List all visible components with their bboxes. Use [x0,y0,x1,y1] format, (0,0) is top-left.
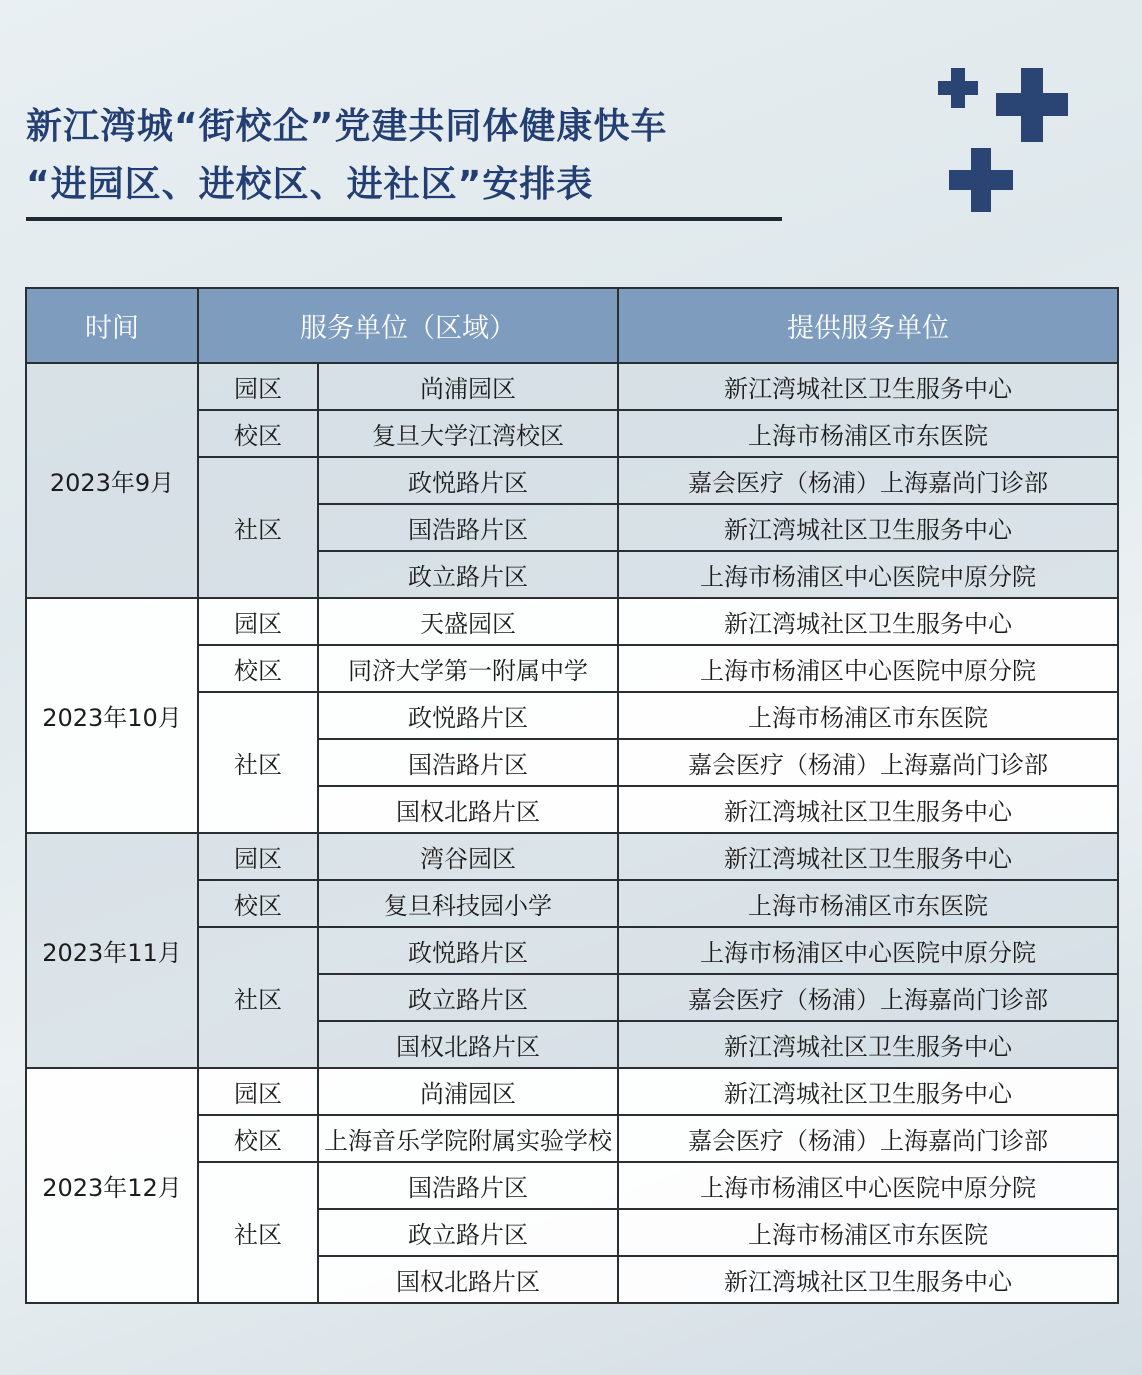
category-cell: 社区 [198,692,318,833]
service-unit-cell: 尚浦园区 [318,363,618,410]
category-cell: 校区 [198,410,318,457]
service-unit-cell: 上海音乐学院附属实验学校 [318,1115,618,1162]
service-unit-cell: 国浩路片区 [318,739,618,786]
provider-cell: 新江湾城社区卫生服务中心 [618,1021,1118,1068]
provider-cell: 新江湾城社区卫生服务中心 [618,504,1118,551]
service-unit-cell: 同济大学第一附属中学 [318,645,618,692]
header-provider: 提供服务单位 [618,288,1118,363]
table-row [26,363,1118,410]
medical-cross-icon [949,148,1013,212]
service-unit-cell: 国权北路片区 [318,1021,618,1068]
month-cell: 2023年12月 [26,1068,198,1303]
header-time: 时间 [26,288,198,363]
provider-cell: 上海市杨浦区市东医院 [618,880,1118,927]
provider-cell: 嘉会医疗（杨浦）上海嘉尚门诊部 [618,457,1118,504]
month-cell: 2023年11月 [26,833,198,1068]
table-header-row [26,288,1118,363]
month-cell: 2023年10月 [26,598,198,833]
page-title [26,98,667,214]
month-block [26,363,1118,598]
service-unit-cell: 尚浦园区 [318,1068,618,1115]
provider-cell: 上海市杨浦区中心医院中原分院 [618,1162,1118,1209]
title-line-1: 新江湾城“街校企”党建共同体健康快车 [26,106,668,147]
service-unit-cell: 政悦路片区 [318,457,618,504]
service-unit-cell: 政立路片区 [318,551,618,598]
category-cell: 园区 [198,598,318,645]
table-row [26,1068,1118,1115]
provider-cell: 新江湾城社区卫生服务中心 [618,786,1118,833]
month-block [26,598,1118,833]
service-unit-cell: 国权北路片区 [318,1256,618,1303]
provider-cell: 上海市杨浦区中心医院中原分院 [618,927,1118,974]
provider-cell: 新江湾城社区卫生服务中心 [618,1068,1118,1115]
month-block [26,833,1118,1068]
provider-cell: 嘉会医疗（杨浦）上海嘉尚门诊部 [618,1115,1118,1162]
provider-cell: 上海市杨浦区中心医院中原分院 [618,551,1118,598]
category-cell: 园区 [198,1068,318,1115]
provider-cell: 新江湾城社区卫生服务中心 [618,833,1118,880]
category-cell: 社区 [198,1162,318,1303]
table-row [26,833,1118,880]
service-unit-cell: 复旦大学江湾校区 [318,410,618,457]
title-line-2: “进园区、进校区、进社区”安排表 [26,164,594,205]
medical-cross-icon [996,68,1068,142]
month-block [26,1068,1118,1303]
month-cell: 2023年9月 [26,363,198,598]
provider-cell: 上海市杨浦区市东医院 [618,410,1118,457]
service-unit-cell: 国浩路片区 [318,1162,618,1209]
provider-cell: 上海市杨浦区市东医院 [618,1209,1118,1256]
category-cell: 园区 [198,833,318,880]
service-unit-cell: 天盛园区 [318,598,618,645]
service-unit-cell: 复旦科技园小学 [318,880,618,927]
title-underline [26,217,782,221]
service-unit-cell: 政立路片区 [318,1209,618,1256]
category-cell: 校区 [198,645,318,692]
service-unit-cell: 国浩路片区 [318,504,618,551]
service-unit-cell: 国权北路片区 [318,786,618,833]
service-unit-cell: 政立路片区 [318,974,618,1021]
provider-cell: 新江湾城社区卫生服务中心 [618,1256,1118,1303]
provider-cell: 新江湾城社区卫生服务中心 [618,598,1118,645]
category-cell: 校区 [198,1115,318,1162]
provider-cell: 嘉会医疗（杨浦）上海嘉尚门诊部 [618,739,1118,786]
category-cell: 校区 [198,880,318,927]
schedule-table [25,287,1119,1304]
table-row [26,598,1118,645]
medical-cross-icon [938,68,978,108]
service-unit-cell: 政悦路片区 [318,692,618,739]
provider-cell: 上海市杨浦区市东医院 [618,692,1118,739]
service-unit-cell: 湾谷园区 [318,833,618,880]
category-cell: 社区 [198,457,318,598]
category-cell: 社区 [198,927,318,1068]
service-unit-cell: 政悦路片区 [318,927,618,974]
provider-cell: 新江湾城社区卫生服务中心 [618,363,1118,410]
category-cell: 园区 [198,363,318,410]
provider-cell: 上海市杨浦区中心医院中原分院 [618,645,1118,692]
provider-cell: 嘉会医疗（杨浦）上海嘉尚门诊部 [618,974,1118,1021]
header-service-unit: 服务单位（区域） [198,288,618,363]
